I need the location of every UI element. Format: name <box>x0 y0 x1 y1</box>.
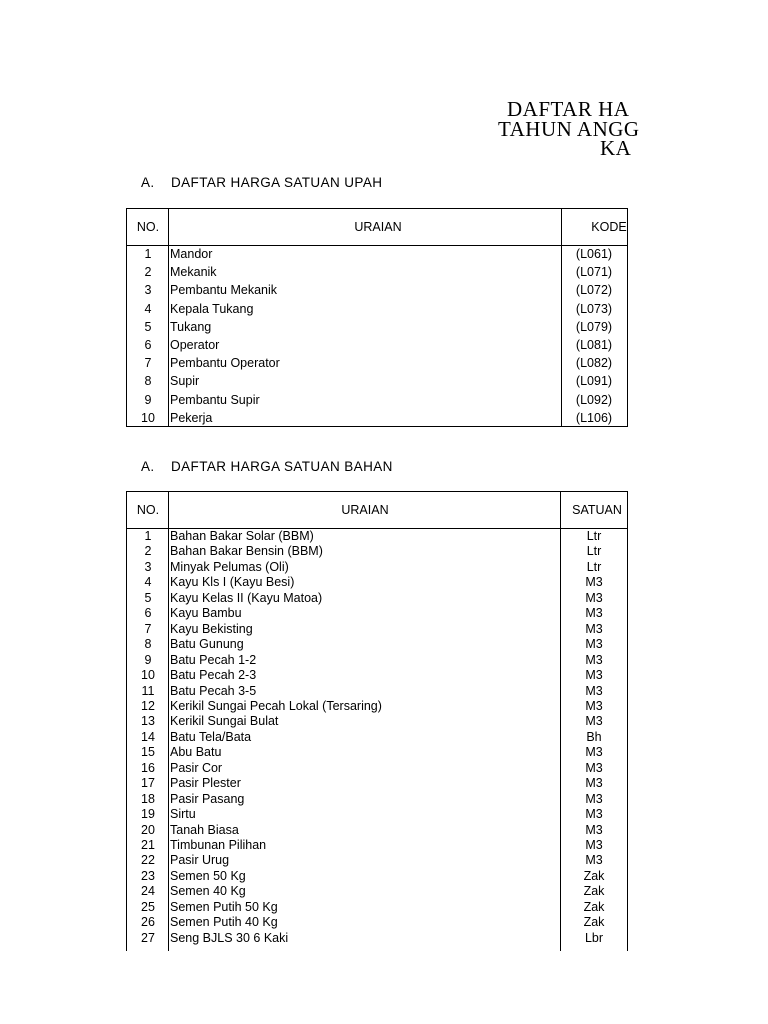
bahan-table-header <box>127 492 627 529</box>
row-uraian: Batu Gunung <box>170 637 244 652</box>
bahan-table <box>126 491 628 951</box>
row-satuan: M3 <box>585 606 603 621</box>
table-row <box>127 529 627 544</box>
col-header-no: NO. <box>136 503 160 517</box>
title-line-3: KA <box>600 136 632 160</box>
table-row <box>127 247 627 265</box>
table-row <box>127 823 627 838</box>
row-uraian: Mekanik <box>170 265 217 280</box>
row-satuan: M3 <box>585 791 603 806</box>
row-satuan: Ltr <box>586 559 602 574</box>
section-title: DAFTAR HARGA SATUAN BAHAN <box>171 459 393 474</box>
row-uraian: Kayu Bambu <box>170 606 242 621</box>
col-header-no: NO. <box>136 220 160 234</box>
row-uraian: Operator <box>170 338 220 352</box>
row-satuan: M3 <box>585 575 603 590</box>
row-uraian: Abu Batu <box>170 745 222 760</box>
row-uraian: Timbunan Pilihan <box>170 838 267 852</box>
row-number: 4 <box>144 301 152 316</box>
table-row <box>127 302 627 320</box>
table-row <box>127 544 627 559</box>
row-number: 12 <box>141 698 155 713</box>
row-satuan: M3 <box>585 683 603 698</box>
row-number: 6 <box>144 606 152 621</box>
row-number: 20 <box>141 822 155 837</box>
row-kode: (L071) <box>575 265 613 280</box>
row-number: 5 <box>144 319 152 334</box>
row-satuan: Zak <box>583 868 605 883</box>
row-satuan: Ltr <box>586 544 602 559</box>
table-row <box>127 838 627 853</box>
row-uraian: Kerikil Sungai Bulat <box>170 714 279 729</box>
row-satuan: M3 <box>585 807 603 822</box>
row-number: 27 <box>141 930 155 945</box>
table-row <box>127 393 627 411</box>
row-number: 7 <box>144 621 152 636</box>
table-row <box>127 869 627 884</box>
row-number: 26 <box>141 915 155 930</box>
table-row <box>127 730 627 745</box>
row-number: 19 <box>141 807 155 822</box>
col-header-uraian: URAIAN <box>341 503 389 517</box>
table-row <box>127 792 627 807</box>
row-kode: (L061) <box>575 247 613 261</box>
row-kode: (L073) <box>575 301 613 316</box>
row-uraian: Kayu Bekisting <box>170 621 253 636</box>
row-kode: (L079) <box>575 319 613 334</box>
row-number: 22 <box>141 853 155 868</box>
table-row <box>127 714 627 729</box>
row-satuan: M3 <box>585 698 603 713</box>
table-row <box>127 776 627 791</box>
row-uraian: Bahan Bakar Bensin (BBM) <box>170 544 323 559</box>
table-row <box>127 283 627 301</box>
row-uraian: Bahan Bakar Solar (BBM) <box>170 529 314 543</box>
row-satuan: M3 <box>585 776 603 791</box>
section-title: DAFTAR HARGA SATUAN UPAH <box>171 175 383 190</box>
row-uraian: Seng BJLS 30 6 Kaki <box>170 930 289 945</box>
row-number: 3 <box>144 283 152 298</box>
row-satuan: Bh <box>586 729 602 744</box>
row-uraian: Mandor <box>170 247 213 261</box>
row-uraian: Pasir Pasang <box>170 791 245 806</box>
row-number: 13 <box>141 714 155 729</box>
row-uraian: Tukang <box>170 319 212 334</box>
row-number: 18 <box>141 791 155 806</box>
row-satuan: M3 <box>585 760 603 775</box>
row-uraian: Batu Pecah 2-3 <box>170 668 257 683</box>
table-row <box>127 606 627 621</box>
row-uraian: Semen 40 Kg <box>170 884 246 899</box>
section-bahan-heading <box>141 459 393 474</box>
table-row <box>127 653 627 668</box>
table-row <box>127 853 627 868</box>
col-header-kode: KODE <box>591 220 627 234</box>
section-upah-heading <box>141 175 382 190</box>
row-uraian: Pembantu Supir <box>170 392 260 407</box>
upah-table <box>126 208 628 427</box>
row-satuan: M3 <box>585 745 603 760</box>
row-number: 7 <box>144 356 152 371</box>
row-uraian: Semen 50 Kg <box>170 868 246 883</box>
row-satuan: Ltr <box>586 529 602 543</box>
section-letter: A. <box>141 459 155 474</box>
row-number: 14 <box>141 729 155 744</box>
table-row <box>127 637 627 652</box>
row-uraian: Batu Pecah 3-5 <box>170 683 257 698</box>
table-row <box>127 884 627 899</box>
row-number: 15 <box>141 745 155 760</box>
table-row <box>127 320 627 338</box>
table-row <box>127 575 627 590</box>
row-number: 16 <box>141 760 155 775</box>
row-uraian: Minyak Pelumas (Oli) <box>170 559 289 574</box>
row-satuan: M3 <box>585 822 603 837</box>
row-satuan: M3 <box>585 652 603 667</box>
row-uraian: Supir <box>170 374 200 389</box>
table-row <box>127 761 627 776</box>
row-uraian: Kayu Kelas II (Kayu Matoa) <box>170 590 323 605</box>
row-number: 2 <box>144 265 152 280</box>
row-satuan: Lbr <box>584 930 604 945</box>
row-satuan: M3 <box>585 621 603 636</box>
table-row <box>127 745 627 760</box>
row-uraian: Tanah Biasa <box>170 822 239 837</box>
row-number: 5 <box>144 590 152 605</box>
table-row <box>127 356 627 374</box>
row-kode: (L082) <box>575 356 613 371</box>
row-satuan: M3 <box>585 853 603 868</box>
table-row <box>127 622 627 637</box>
row-number: 10 <box>141 410 155 425</box>
row-number: 8 <box>144 637 152 652</box>
table-row <box>127 374 627 392</box>
col-header-satuan: SATUAN <box>572 503 622 517</box>
row-number: 21 <box>141 838 155 852</box>
row-number: 1 <box>144 247 152 261</box>
table-row <box>127 684 627 699</box>
row-number: 1 <box>144 529 152 543</box>
row-number: 17 <box>141 776 155 791</box>
row-uraian: Pekerja <box>170 410 213 425</box>
row-kode: (L106) <box>575 410 613 425</box>
row-kode: (L091) <box>575 374 613 389</box>
row-uraian: Batu Tela/Bata <box>170 729 252 744</box>
table-row <box>127 668 627 683</box>
row-number: 4 <box>144 575 152 590</box>
table-row <box>127 915 627 930</box>
title-line-1: DAFTAR HA <box>507 97 630 121</box>
row-kode: (L092) <box>575 392 613 407</box>
row-uraian: Kepala Tukang <box>170 301 254 316</box>
row-satuan: M3 <box>585 668 603 683</box>
row-satuan: M3 <box>585 590 603 605</box>
row-number: 10 <box>141 668 155 683</box>
row-uraian: Semen Putih 50 Kg <box>170 899 278 914</box>
row-number: 2 <box>144 544 152 559</box>
table-row <box>127 411 627 429</box>
row-uraian: Pasir Plester <box>170 776 241 791</box>
row-satuan: Zak <box>583 899 605 914</box>
row-uraian: Pasir Cor <box>170 760 223 775</box>
title-line-2: TAHUN ANGG <box>498 117 640 141</box>
row-satuan: M3 <box>585 637 603 652</box>
section-letter: A. <box>141 175 155 190</box>
row-number: 24 <box>141 884 155 899</box>
row-uraian: Batu Pecah 1-2 <box>170 652 257 667</box>
table-row <box>127 338 627 356</box>
row-uraian: Pembantu Operator <box>170 356 280 371</box>
row-satuan: M3 <box>585 714 603 729</box>
row-uraian: Kayu Kls I (Kayu Besi) <box>170 575 295 590</box>
row-uraian: Pasir Urug <box>170 853 230 868</box>
row-uraian: Sirtu <box>170 807 196 822</box>
row-kode: (L072) <box>575 283 613 298</box>
table-row <box>127 265 627 283</box>
row-uraian: Pembantu Mekanik <box>170 283 278 298</box>
row-number: 23 <box>141 868 155 883</box>
table-row <box>127 560 627 575</box>
col-header-uraian: URAIAN <box>354 220 402 234</box>
row-number: 9 <box>144 652 152 667</box>
table-row <box>127 931 627 946</box>
row-satuan: M3 <box>585 838 603 852</box>
upah-table-header <box>127 209 627 246</box>
table-row <box>127 900 627 915</box>
table-row <box>127 807 627 822</box>
row-number: 8 <box>144 374 152 389</box>
row-number: 3 <box>144 559 152 574</box>
row-satuan: Zak <box>583 915 605 930</box>
table-row <box>127 591 627 606</box>
row-number: 6 <box>144 338 152 352</box>
row-kode: (L081) <box>575 338 613 352</box>
row-uraian: Kerikil Sungai Pecah Lokal (Tersaring) <box>170 698 382 713</box>
row-uraian: Semen Putih 40 Kg <box>170 915 278 930</box>
row-number: 9 <box>144 392 152 407</box>
row-number: 11 <box>141 683 155 698</box>
row-satuan: Zak <box>583 884 605 899</box>
table-row <box>127 699 627 714</box>
row-number: 25 <box>141 899 155 914</box>
